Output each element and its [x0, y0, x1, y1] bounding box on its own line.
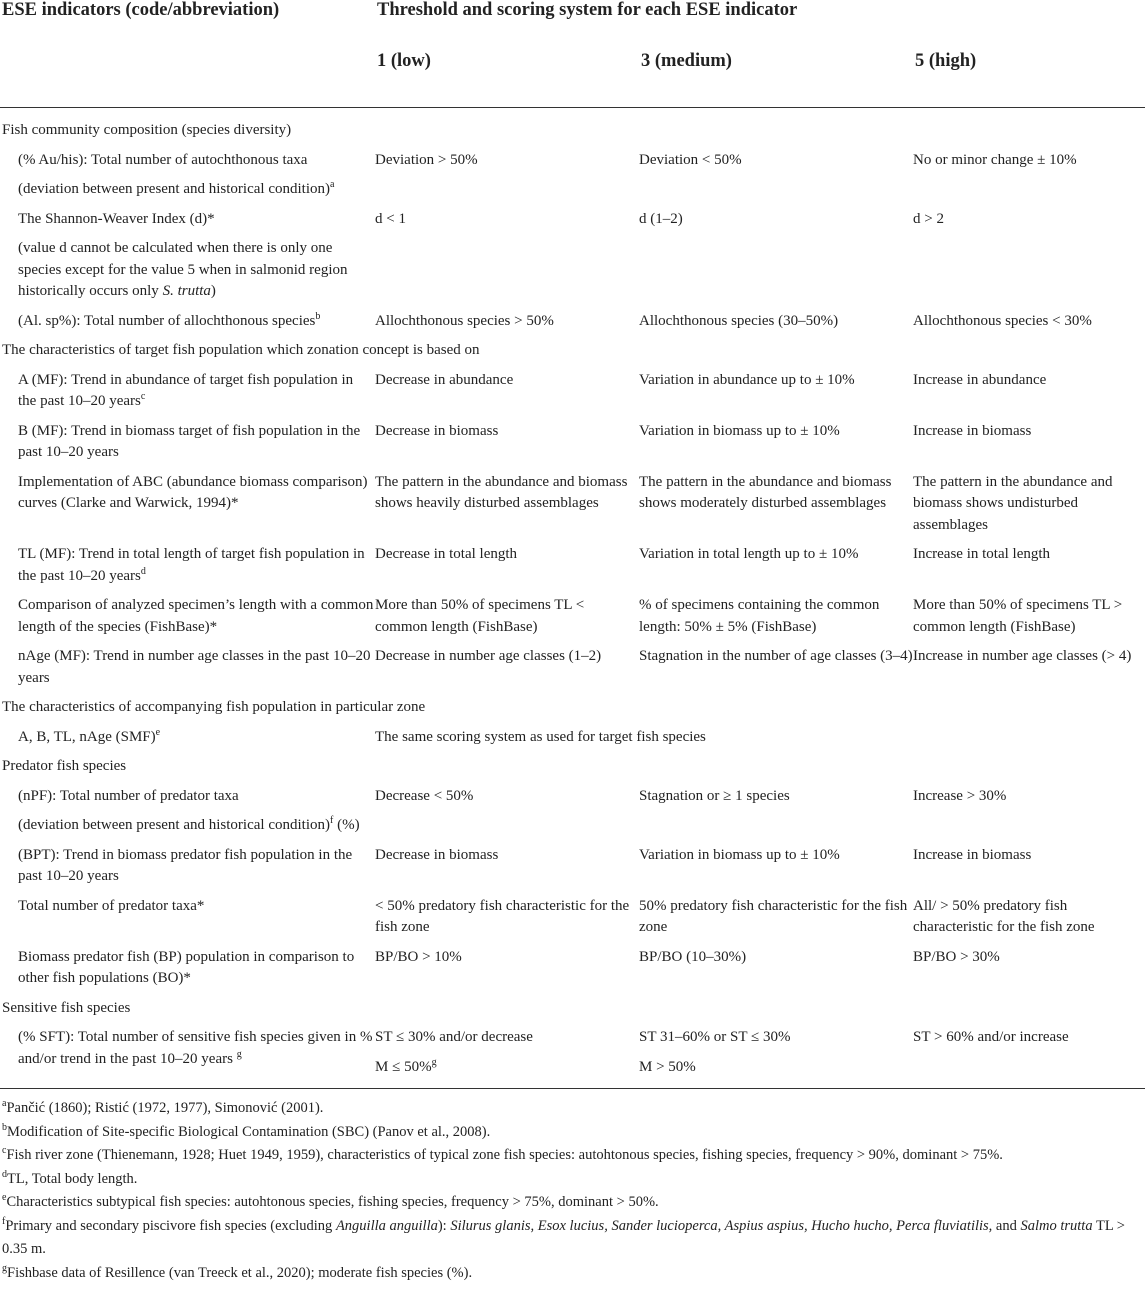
table-row: [0, 723, 1145, 753]
footnote-mark: g: [431, 1056, 437, 1068]
section-predator: Predator fish species: [2, 758, 127, 774]
low-cell: [375, 1053, 639, 1089]
species-italic: Silurus glanis, Esox lucius, Sander lucioperca, Aspius aspius, Hucho hucho, Perca fluviatilis,: [450, 1217, 993, 1234]
medium-cell: Variation in biomass up to ± 10%: [639, 422, 840, 439]
footnote-mark: f: [2, 1215, 6, 1227]
indicator-cell: nAge (MF): Trend in number age classes in the past 10–20 years: [18, 648, 371, 686]
footnote-g: [2, 1262, 1143, 1286]
indicator-cell: (% Au/his): Total number of autochthonous taxa: [18, 151, 308, 168]
indicator-text: A, B, TL, nAge (SMF): [18, 728, 156, 745]
indicator-cell: (BPT): Trend in biomass predator fish population in the past 10–20 years: [18, 846, 353, 884]
table-row: [0, 234, 1145, 307]
medium-cell: 50% predatory fish characteristic for the fish zone: [639, 897, 908, 935]
indicator-cell: [0, 1023, 375, 1089]
species-italic: S. trutta: [162, 283, 211, 299]
indicator-text: ): [210, 283, 216, 299]
indicator-cell: [0, 366, 375, 417]
indicator-cell: Comparison of analyzed specimen’s length with a common length of the species (FishBase)*: [18, 597, 374, 635]
footnote-mark: b: [315, 310, 321, 322]
high-cell: BP/BO > 30%: [913, 948, 1000, 965]
indicator-cell: [0, 234, 375, 307]
low-cell: ST ≤ 30% and/or decrease: [375, 1029, 533, 1045]
footnote-mark: f: [329, 815, 334, 826]
species-italic: Anguilla anguilla: [335, 1217, 438, 1234]
low-cell: d < 1: [375, 210, 406, 227]
table-row: [0, 943, 1145, 994]
footnote-mark: c: [2, 1145, 7, 1157]
footnote-text: ):: [437, 1217, 451, 1234]
indicator-cell: [0, 307, 375, 337]
section-row: [0, 994, 1145, 1024]
high-cell: d > 2: [913, 210, 944, 227]
low-cell: Decrease < 50%: [375, 787, 474, 804]
medium-cell: Allochthonous species (30–50%): [639, 312, 839, 329]
table-row: [0, 591, 1145, 642]
footnote-b: [2, 1121, 1143, 1145]
medium-cell: BP/BO (10–30%): [639, 948, 747, 965]
low-cell: More than 50% of specimens TL < common length (FishBase): [375, 597, 585, 635]
low-cell: Deviation > 50%: [375, 151, 478, 168]
header-score-high: 5 (high): [915, 51, 977, 71]
medium-cell: d (1–2): [639, 210, 683, 227]
table-row: [0, 642, 1145, 693]
high-cell: No or minor change ± 10%: [913, 151, 1077, 168]
footnote-mark: b: [2, 1121, 7, 1133]
footnote-e: [2, 1191, 1143, 1215]
indicator-cell: (nPF): Total number of predator taxa: [18, 787, 239, 804]
section-accompanying: The characteristics of accompanying fish population in particular zone: [2, 699, 426, 715]
footnote-mark: a: [2, 1098, 7, 1110]
low-cell: Decrease in number age classes (1–2): [375, 648, 602, 664]
footnote-mark: a: [329, 179, 335, 190]
footnote-text: Fishbase data of Resillence (van Treeck et al., 2020); moderate fish species (%).: [7, 1264, 473, 1281]
table-row: [0, 892, 1145, 943]
medium-cell: ST 31–60% or ST ≤ 30%: [639, 1029, 791, 1045]
indicator-text: TL (MF): Trend in total length of target fish population in the past 10–20 years: [18, 546, 365, 584]
medium-cell: % of specimens containing the common length: 50% ± 5% (FishBase): [639, 597, 880, 635]
high-cell: Increase in biomass: [913, 422, 1032, 439]
table-row: [0, 782, 1145, 812]
footnote-mark: d: [140, 565, 146, 577]
medium-cell: M > 50%: [639, 1058, 696, 1075]
high-cell: Allochthonous species < 30%: [913, 312, 1092, 329]
high-cell: More than 50% of specimens TL > common length (FishBase): [913, 597, 1123, 635]
header-threshold: Threshold and scoring system for each ESE indicator: [377, 0, 798, 20]
footnote-text: Primary and secondary piscivore fish species (excluding: [5, 1217, 336, 1234]
indicator-text: (%): [333, 817, 360, 833]
indicator-text: (Al. sp%): Total number of allochthonous species: [18, 312, 316, 329]
footnote-mark: e: [155, 726, 161, 738]
table-row: [0, 811, 1145, 841]
medium-cell: Variation in biomass up to ± 10%: [639, 846, 840, 863]
high-cell: ST > 60% and/or increase: [913, 1029, 1069, 1045]
low-cell: Decrease in total length: [375, 546, 518, 562]
table-row: [0, 205, 1145, 235]
high-cell: Increase in biomass: [913, 846, 1032, 863]
footnote-text: Pančić (1860); Ristić (1972, 1977), Simonović (2001).: [6, 1100, 324, 1116]
section-target: The characteristics of target fish population which zonation concept is based on: [2, 342, 480, 358]
header-score-medium: 3 (medium): [641, 51, 732, 71]
indicator-cell: [0, 540, 375, 591]
header-indicator: ESE indicators (code/abbreviation): [2, 0, 280, 20]
indicator-cell: [0, 723, 375, 753]
footnote-mark: e: [2, 1192, 7, 1204]
indicator-text: (deviation between present and historical condition): [18, 181, 330, 197]
footnotes: [0, 1089, 1145, 1285]
section-community: Fish community composition (species diversity): [2, 122, 292, 138]
high-cell: Increase > 30%: [913, 787, 1007, 804]
indicator-text: (% SFT): Total number of sensitive fish species given in % and/or trend in the past 10–20 years: [18, 1029, 373, 1067]
footnote-text: and: [992, 1217, 1021, 1234]
footnote-d: [2, 1168, 1143, 1192]
footnote-mark: g: [2, 1262, 7, 1274]
footnote-c: [2, 1144, 1143, 1168]
table-row: [0, 417, 1145, 468]
low-cell: Decrease in abundance: [375, 371, 514, 388]
table-row: [0, 468, 1145, 541]
medium-cell: The pattern in the abundance and biomass shows moderately disturbed assemblages: [639, 473, 892, 511]
indicator-cell: The Shannon-Weaver Index (d)*: [18, 210, 215, 227]
low-cell: < 50% predatory fish characteristic for the fish zone: [375, 897, 630, 935]
low-cell: The pattern in the abundance and biomass shows heavily disturbed assemblages: [375, 473, 628, 511]
footnote-mark: g: [236, 1048, 242, 1060]
indicator-cell: B (MF): Trend in biomass target of fish population in the past 10–20 years: [18, 422, 361, 460]
footnote-text: Modification of Site-specific Biological Contamination (SBC) (Panov et al., 2008).: [7, 1123, 491, 1140]
scoring-note: The same scoring system as used for target fish species: [375, 728, 706, 745]
table-row: [0, 146, 1145, 176]
footnote-text: TL, Total body length.: [7, 1170, 138, 1187]
section-row: [0, 108, 1145, 146]
footnote-a: [2, 1097, 1143, 1121]
medium-cell: Deviation < 50%: [639, 151, 742, 168]
table-row: [0, 175, 1145, 205]
table-row: [0, 366, 1145, 417]
footnote-text: TL > 0.35 m.: [2, 1217, 1125, 1257]
indicator-cell: [0, 811, 375, 841]
high-cell: Increase in number age classes (> 4): [913, 648, 1132, 664]
footnote-f: [2, 1215, 1143, 1262]
high-cell: All/ > 50% predatory fish characteristic for the fish zone: [913, 897, 1095, 935]
section-row: [0, 693, 1145, 723]
indicator-text: (value d cannot be calculated when there is only one species except for the value 5 when in salmonid region historically occurs only: [18, 240, 348, 299]
footnote-text: Fish river zone (Thienemann, 1928; Huet 1949, 1959), characteristics of typical zone fish species: autohtonous species, fishing species, frequency > 90%, dominant > 75%.: [6, 1147, 1003, 1163]
indicator-text: (deviation between present and historical condition): [18, 817, 330, 833]
high-cell: The pattern in the abundance and biomass shows undisturbed assemblages: [913, 473, 1113, 533]
footnote-mark: d: [2, 1168, 7, 1180]
table-row: [0, 307, 1145, 337]
species-italic: Salmo trutta: [1020, 1217, 1093, 1234]
section-sensitive: Sensitive fish species: [2, 999, 131, 1016]
medium-cell: Stagnation in the number of age classes (3–4): [639, 648, 913, 664]
footnote-text: Characteristics subtypical fish species: autohtonous species, fishing species, frequency > 75%, dominant > 50%.: [6, 1194, 659, 1210]
low-cell: Decrease in biomass: [375, 846, 499, 863]
table-row: [0, 540, 1145, 591]
high-cell: Increase in total length: [913, 546, 1051, 562]
low-cell: BP/BO > 10%: [375, 948, 462, 965]
indicator-cell: Implementation of ABC (abundance biomass comparison) curves (Clarke and Warwick, 1994)*: [18, 473, 368, 511]
medium-cell: Variation in total length up to ± 10%: [639, 546, 859, 562]
table-row: [0, 841, 1145, 892]
footnote-mark: c: [140, 391, 146, 402]
cell-text: M ≤ 50%: [375, 1058, 432, 1075]
indicator-cell: Biomass predator fish (BP) population in comparison to other fish populations (BO)*: [18, 948, 355, 986]
indicator-cell: [0, 175, 375, 205]
medium-cell: Variation in abundance up to ± 10%: [639, 371, 855, 388]
header-score-low: 1 (low): [377, 51, 431, 71]
indicator-cell: Total number of predator taxa*: [18, 897, 205, 914]
table-row: [0, 1023, 1145, 1053]
high-cell: Increase in abundance: [913, 371, 1047, 388]
medium-cell: Stagnation or ≥ 1 species: [639, 787, 790, 804]
header-empty: [0, 37, 375, 108]
indicator-text: A (MF): Trend in abundance of target fish population in the past 10–20 years: [18, 371, 354, 409]
low-cell: Allochthonous species > 50%: [375, 312, 554, 329]
section-row: [0, 336, 1145, 366]
section-row: [0, 752, 1145, 782]
low-cell: Decrease in biomass: [375, 422, 499, 439]
